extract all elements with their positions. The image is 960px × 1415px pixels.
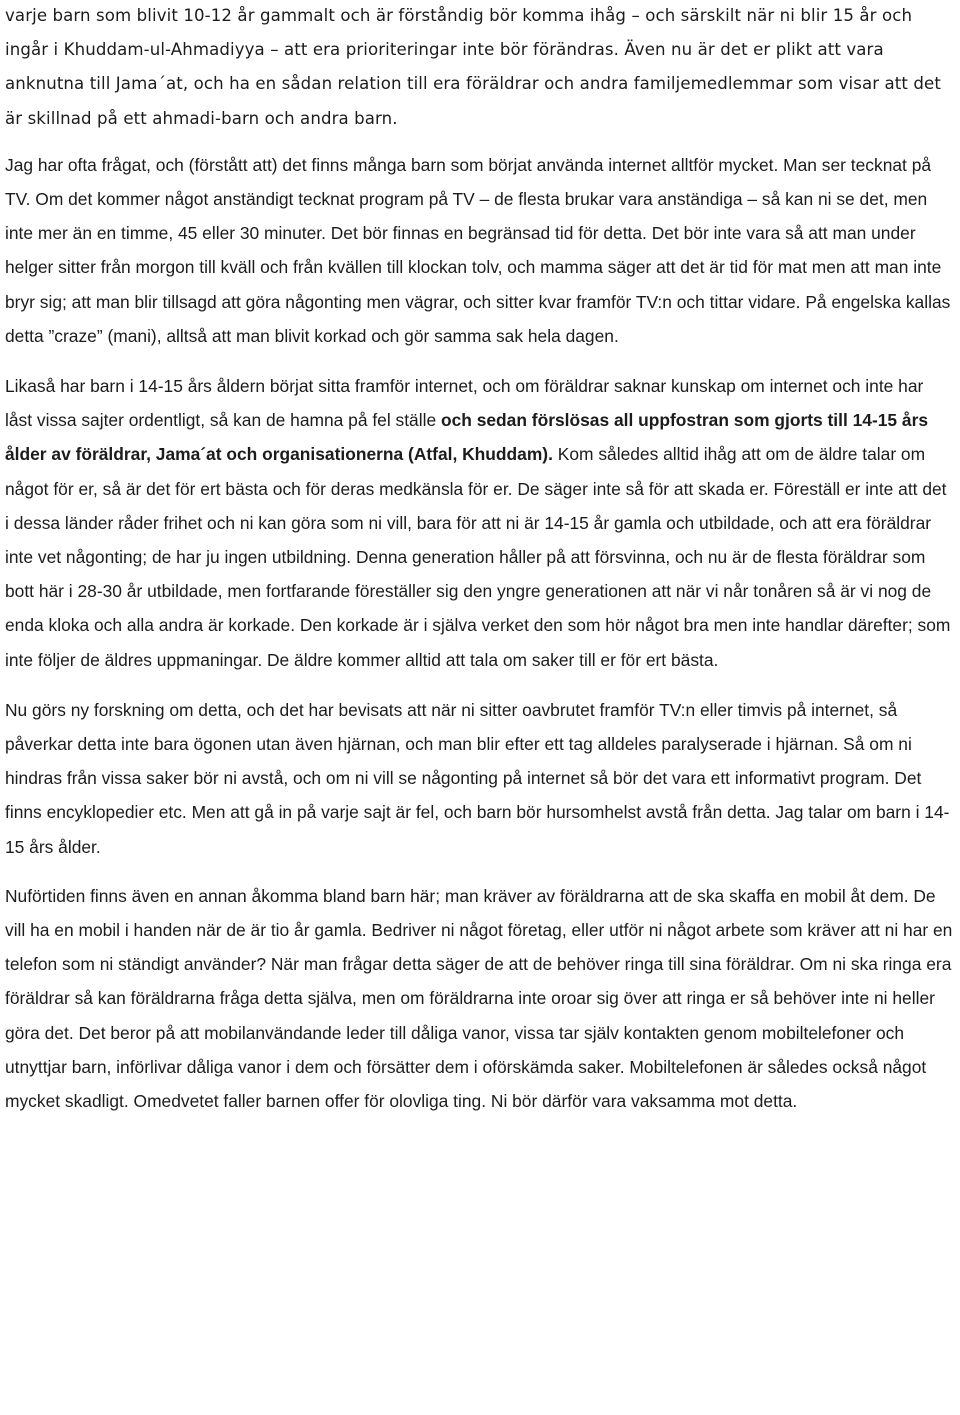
paragraph-1: varje barn som blivit 10-12 år gammalt och är förståndig bör komma ihåg – och särskilt när ni blir 15 år och ingår i Khuddam-ul-Ahmadiyya – att era prioriteringar inte bör förändras. Även nu är det er plikt att vara anknutna till Jama´at, och ha en sådan relation till era föräldrar och andra familjemedlemmar som visar att det är skillnad på ett ahmadi-barn och andra barn. (5, 6, 941, 128)
paragraph-3-bold-text: och sedan förslösas all uppfostran som gjorts till 14-15 års ålder av föräldrar, Jama´at och organisationerna (Atfal, Khuddam). (5, 410, 929, 465)
paragraph-3-text-start: Likaså har barn i 14-15 års åldern börjat sitta framför internet, och om föräldrar saknar kunskap om internet och inte har låst vissa sajter ordentligt, så kan de hamna på fel ställe (5, 376, 924, 431)
paragraph-3 (5, 369, 955, 677)
paragraph-5: Nuförtiden finns även en annan åkomma bland barn här; man kräver av föräldrarna att de ska skaffa en mobil åt dem. De vill ha en mobil i handen när de är tio år gamla. Bedriver ni något företag, eller utför ni något arbete som kräver att ni har en telefon som ni ständigt använder? När man frågar detta säger de att de behöver ringa till sina föräldrar. Om ni ska ringa era föräldrar så kan föräldrarna fråga detta själva, men om föräldrarna inte oroar sig över att ringa er så behöver inte ni heller göra det. Det beror på att mobilanvändande leder till dåliga vanor, vissa tar själv kontakten genom mobiltelefoner och utnyttjar barn, införlivar dåliga vanor i dem och försätter dem i oförskämda saker. Mobiltelefonen är således också något mycket skadligt. Omedvetet faller barnen offer för olovliga ting. Ni bör därför vara vaksamma mot detta. (5, 885, 953, 1112)
document-page (5, 0, 955, 1118)
paragraph-4: Nu görs ny forskning om detta, och det har bevisats att när ni sitter oavbrutet framför TV:n eller timvis på internet, så påverkar detta inte bara ögonen utan även hjärnan, och man blir efter ett tag alldeles paralyserade i hjärnan. Så om ni hindras från vissa saker bör ni avstå, och om ni vill se någonting på internet så bör det vara ett informativt program. Det finns encyklopedier etc. Men att gå in på varje sajt är fel, och barn bör hursomhelst avstå från detta. Jag talar om barn i 14-15 års ålder. (5, 699, 950, 857)
paragraph-2: Jag har ofta frågat, och (förstått att) det finns många barn som börjat använda internet alltför mycket. Man ser tecknat på TV. Om det kommer något anständigt tecknat program på TV – de flesta brukar vara anständiga – så kan ni se det, men inte mer än en timme, 45 eller 30 minuter. Det bör finnas en begränsad tid för detta. Det bör inte vara så att man under helger sitter från morgon till kväll och från kvällen till klockan tolv, och mamma säger att det är tid för mat men att man inte bryr sig; att man blir tillsagd att göra någonting men vägrar, och sitter kvar framför TV:n och tittar vidare. På engelska kallas detta ”craze” (mani), alltså att man blivit korkad och gör samma sak hela dagen. (5, 154, 951, 346)
paragraph-3-text-end: Kom således alltid ihåg att om de äldre talar om något för er, så är det för ert bästa och för deras medkänsla för er. De säger inte så för att skada er. Föreställ er inte att det i dessa länder råder frihet och ni kan göra som ni vill, bara för att ni är 14-15 år gamla och utbildade, och att era föräldrar inte vet någonting; de har ju ingen utbildning. Denna generation håller på att försvinna, och nu är de flesta föräldrar som bott här i 28-30 år utbildade, men fortfarande föreställer sig den yngre generationen att när vi når tonåren så är vi nog de enda kloka och alla andra är korkade. Den korkade är i själva verket den som hör något bra men inte handlar därefter; som inte följer de äldres uppmaningar. De äldre kommer alltid att tala om saker till er för ert bästa. (5, 444, 951, 670)
